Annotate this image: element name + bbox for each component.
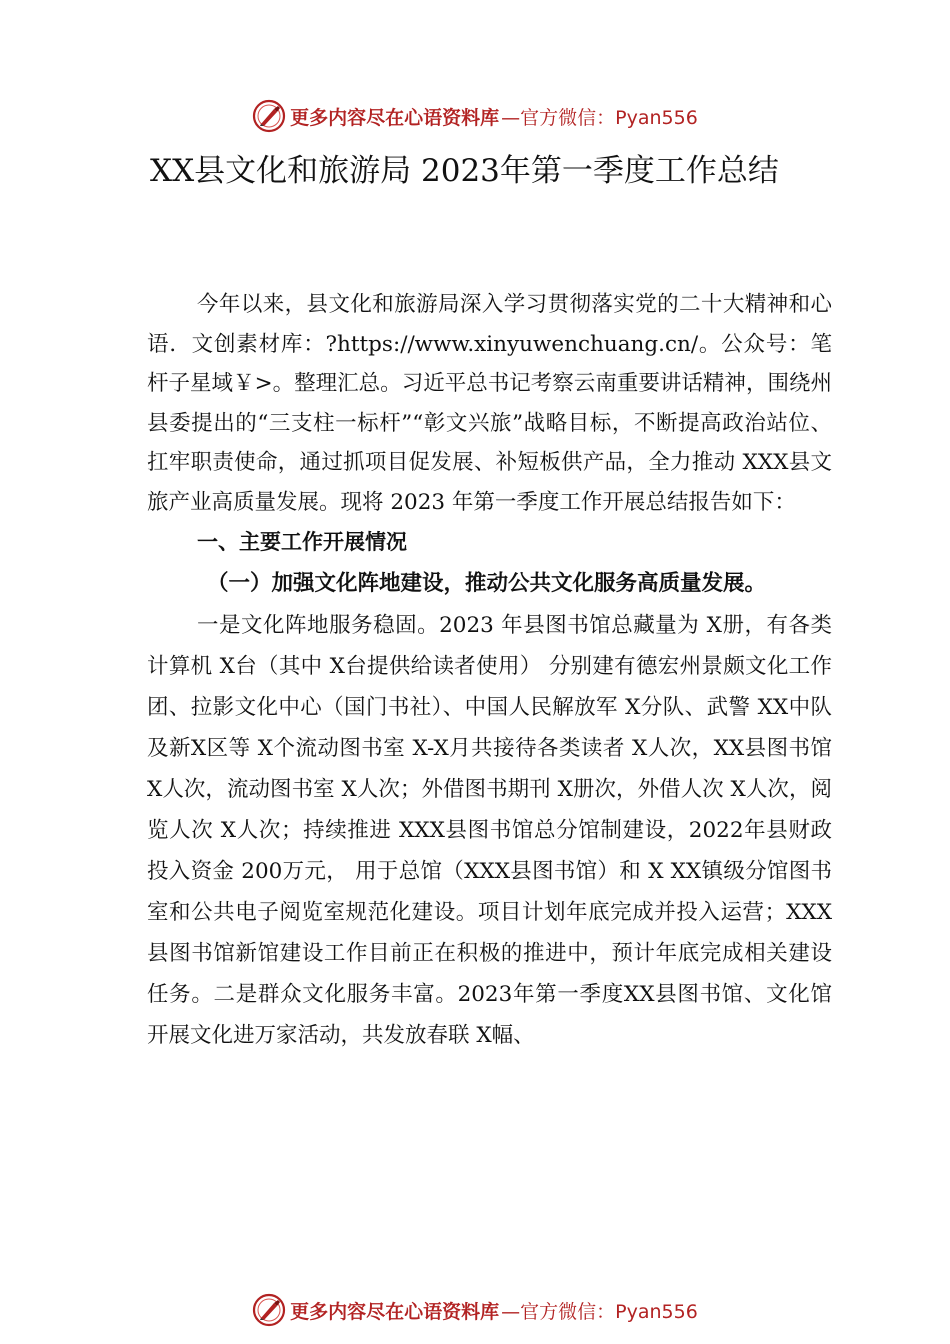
- banner-library-text: 更多内容尽在心语资料库: [290, 106, 500, 129]
- document-title: XX县文化和旅游局 2023年第一季度工作总结: [150, 153, 779, 189]
- section-heading: 一、主要工作开展情况: [197, 530, 407, 554]
- intro-paragraph: 今年以来，县文化和旅游局深入学习贯彻落实党的二十大精神和心语．文创素材库：?https://www.xinyuwenchuang.cn/。公众号：笔杆子星域￥>。整理汇总。习近平总书记考察云南重要讲话精神，围绕州县委提出的“三支柱一标杆”“彰文兴旅”战略目标，不断提高政治站位、扛牢职责使命，通过抓项目促发展、补短板供产品，全力推动 XXX县文旅产业高质量发展。现将 2023 年第一季度工作开展总结报告如下：: [147, 292, 832, 515]
- banner-wechat-text: —官方微信：Pyan556: [501, 106, 698, 129]
- pen-logo-icon: [252, 99, 286, 133]
- document-body: [147, 285, 832, 1056]
- banner-wechat-text: —官方微信：Pyan556: [501, 1300, 698, 1323]
- banner-library-text: 更多内容尽在心语资料库: [290, 1300, 500, 1323]
- header-banner: [0, 96, 950, 136]
- pen-logo-icon: [252, 1293, 286, 1327]
- body-paragraph: 一是文化阵地服务稳固。2023 年县图书馆总藏量为 X册，有各类计算机 X台（其中 X台提供给读者使用） 分别建有德宏州景颇文化工作团、拉影文化中心（国门书社）、中国人民解放军 X分队、武警 XX中队及新X区等 X个流动图书室 X-X月共接待各类读者 X人次，XX县图书馆 X人次，流动图书室 X人次；外借图书期刊 X册次，外借人次 X人次，阅览人次 X人次；持续推进 XXX县图书馆总分馆制建设，2022年县财政投入资金 200万元， 用于总馆（XXX县图书馆）和 X XX镇级分馆图书室和公共电子阅览室规范化建设。项目计划年底完成并投入运营；XXX县图书馆新馆建设工作目前正在积极的推进中，预计年底完成相关建设任务。二是群众文化服务丰富。2023年第一季度XX县图书馆、文化馆开展文化进万家活动，共发放春联 X幅、: [147, 613, 832, 1048]
- footer-banner: [0, 1290, 950, 1330]
- subsection-heading: （一）加强文化阵地建设，推动公共文化服务高质量发展。: [207, 571, 767, 596]
